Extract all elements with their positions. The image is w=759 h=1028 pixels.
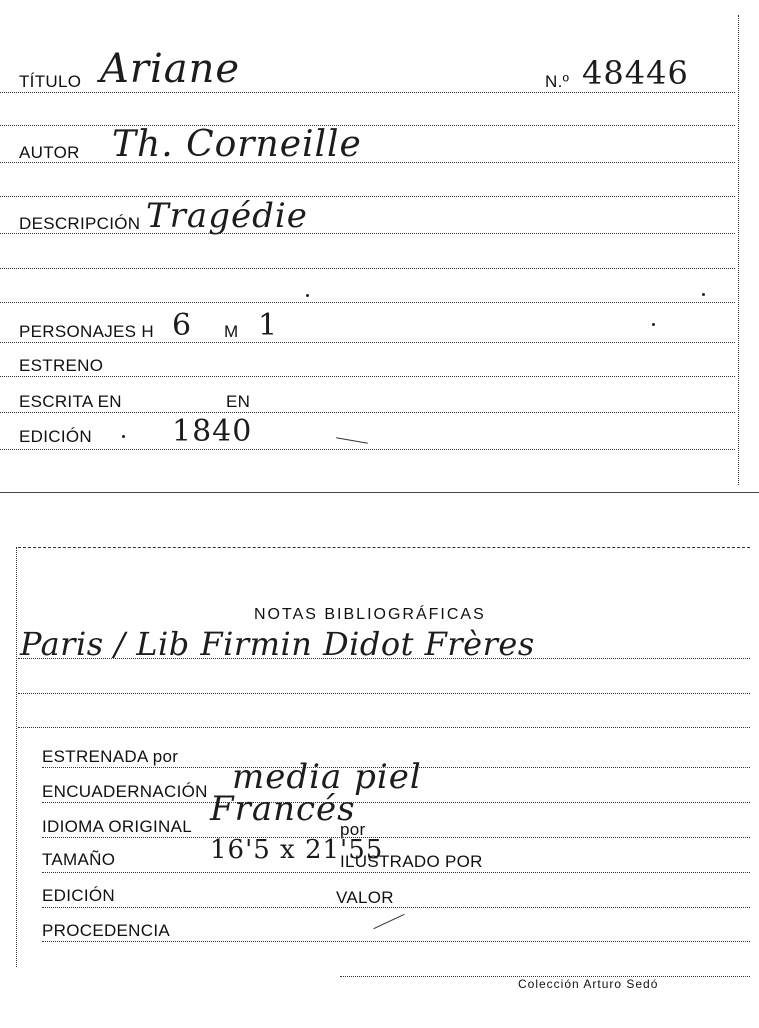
idioma-value: Francés: [210, 789, 356, 829]
personajes-h-value: 6: [172, 308, 193, 343]
encuadernacion-value: media piel: [232, 757, 422, 797]
tamano-line: [42, 872, 750, 873]
personajes-m-label: M: [224, 322, 239, 341]
blank-line-2: [0, 196, 735, 197]
notas-label: NOTAS BIBLIOGRÁFICAS: [254, 606, 486, 623]
escrita-line: [0, 412, 735, 413]
edicion-line-2: [42, 907, 750, 908]
estrenada-label: ESTRENADA por: [42, 747, 179, 766]
edicion-line: [0, 449, 735, 450]
tamano-value: 16'5 x 21'55: [210, 835, 384, 865]
autor-value: Th. Corneille: [112, 124, 362, 165]
encuadernacion-label: ENCUADERNACIÓN: [42, 782, 208, 801]
escrita-en-label: ESCRITA EN: [19, 392, 122, 411]
descripcion-line: [0, 233, 735, 234]
numero-value: 48446: [582, 54, 689, 92]
titulo-label: TÍTULO: [19, 72, 82, 91]
ink-speck: [306, 294, 309, 297]
descripcion-label: DESCRIPCIÓN: [19, 214, 141, 233]
notas-value: Paris / Lib Firmin Didot Frères: [20, 625, 535, 663]
edicion-label-2: EDICIÓN: [42, 886, 115, 905]
idioma-por-label: por: [340, 820, 366, 839]
notas-line-1: [18, 658, 750, 659]
idioma-label: IDIOMA ORIGINAL: [42, 817, 192, 836]
autor-label: AUTOR: [19, 143, 80, 162]
valor-label: VALOR: [336, 888, 394, 907]
edicion-label: EDICIÓN: [19, 427, 92, 446]
autor-line: [0, 162, 735, 163]
card-divider: [0, 492, 759, 493]
idioma-line: [42, 837, 750, 838]
estreno-line: [0, 376, 735, 377]
procedencia-line: [42, 941, 750, 942]
blank-line-1: [0, 125, 735, 126]
titulo-line: [0, 92, 735, 93]
pen-stroke: [336, 437, 368, 444]
coleccion-footer: Colección Arturo Sedó: [518, 977, 659, 991]
pen-stroke-2: [373, 914, 404, 929]
en-label: EN: [226, 392, 251, 411]
personajes-line: [0, 342, 735, 343]
catalog-card-top: [0, 0, 759, 492]
ink-speck: [652, 323, 655, 326]
personajes-m-value: 1: [258, 308, 279, 343]
edicion-value: 1840: [172, 414, 253, 449]
encuadernacion-line: [42, 802, 750, 803]
ink-dot: [122, 435, 125, 438]
estreno-label: ESTRENO: [19, 356, 104, 375]
numero-label: N.º: [545, 72, 570, 91]
card-right-border: [738, 15, 739, 485]
card-top-border: [18, 547, 750, 548]
titulo-value: Ariane: [100, 46, 241, 92]
tamano-label: TAMAÑO: [42, 850, 116, 869]
catalog-card-bottom: [0, 545, 759, 985]
notas-line-2: [18, 693, 750, 694]
ilustrado-label: ILUSTRADO POR: [340, 852, 483, 871]
blank-line-3: [0, 268, 735, 269]
notas-line-3: [18, 727, 750, 728]
procedencia-label: PROCEDENCIA: [42, 921, 170, 940]
personajes-label: PERSONAJES H: [19, 322, 154, 341]
blank-line-4: [0, 302, 735, 303]
card-left-border: [16, 547, 17, 967]
ink-speck: [702, 293, 705, 296]
descripcion-value: Tragédie: [146, 196, 308, 236]
